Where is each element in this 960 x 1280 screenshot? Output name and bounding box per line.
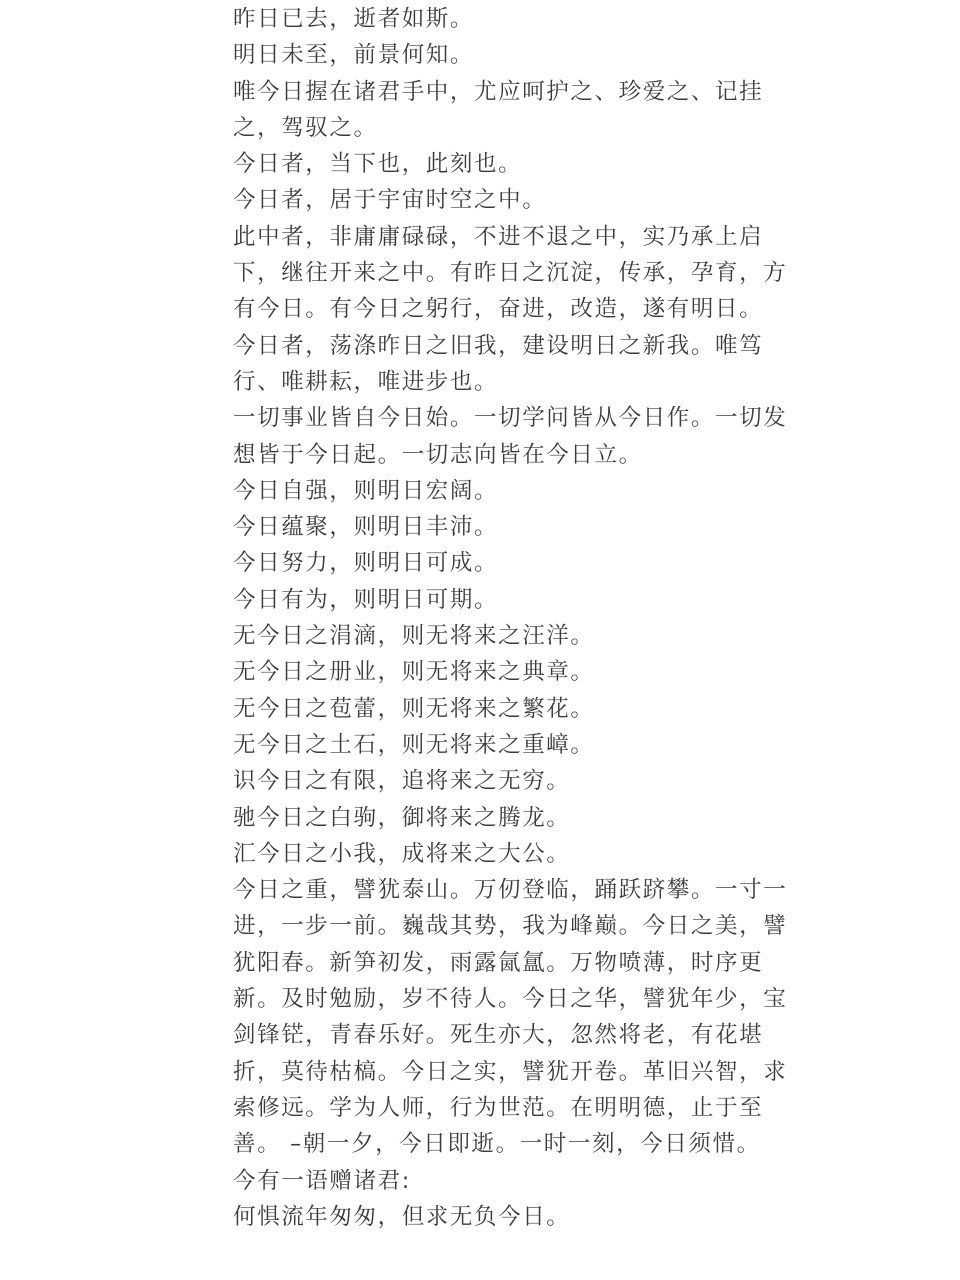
text-line: 新。及时勉励，岁不待人。今日之华，譬犹年少，宝 [233, 986, 788, 1013]
text-line: 行、唯耕耘，唯进步也。 [233, 368, 499, 395]
text-line: 犹阳春。新笋初发，雨露氤氲。万物喷薄，时序更 [233, 949, 764, 976]
text-line: 有今日。有今日之躬行，奋进，改造，遂有明日。 [233, 296, 764, 323]
text-line: 明日未至，前景何知。 [233, 42, 475, 69]
text-line: 无今日之涓滴，则无将来之汪洋。 [233, 623, 595, 650]
text-line: 索修远。学为人师，行为世范。在明明德，止于至 [233, 1094, 764, 1121]
text-line: 今日蕴聚，则明日丰沛。 [233, 514, 499, 541]
text-line: 无今日之册业，则无将来之典章。 [233, 659, 595, 686]
text-line: 想皆于今日起。一切志向皆在今日立。 [233, 441, 643, 468]
text-line: 一切事业皆自今日始。一切学问皆从今日作。一切发 [233, 405, 788, 432]
text-line: 今日有为，则明日可期。 [233, 586, 499, 613]
text-line: 折，莫待枯槁。今日之实，譬犹开卷。革旧兴智，求 [233, 1058, 788, 1085]
text-line: 进，一步一前。巍哉其势，我为峰巅。今日之美，譬 [233, 913, 788, 940]
text-line: 剑锋铓，青春乐好。死生亦大，忽然将老，有花堪 [233, 1022, 764, 1049]
text-line: 今日者，居于宇宙时空之中。 [233, 187, 547, 214]
text-line: 汇今日之小我，成将来之大公。 [233, 840, 571, 867]
text-line: 下，继往开来之中。有昨日之沉淀，传承，孕育，方 [233, 260, 788, 287]
document-body [233, 1, 788, 1235]
text-line: 今日者，荡涤昨日之旧我，建设明日之新我。唯笃 [233, 332, 764, 359]
text-line: 之，驾驭之。 [233, 114, 378, 141]
text-line: 此中者，非庸庸碌碌，不进不退之中，实乃承上启 [233, 223, 764, 250]
text-line: 今日努力，则明日可成。 [233, 550, 499, 577]
text-line: 无今日之苞蕾，则无将来之繁花。 [233, 695, 595, 722]
text-line: 今日自强，则明日宏阔。 [233, 477, 499, 504]
text-line: 今日者，当下也，此刻也。 [233, 151, 523, 178]
text-line: 识今日之有限，追将来之无穷。 [233, 768, 571, 795]
text-line: 无今日之土石，则无将来之重嶂。 [233, 731, 595, 758]
text-line: 何惧流年匆匆，但求无负今日。 [233, 1203, 571, 1230]
text-line: 今日之重，譬犹泰山。万仞登临，踊跃跻攀。一寸一 [233, 877, 788, 904]
text-line: 昨日已去，逝者如斯。 [233, 6, 475, 32]
text-line: 今有一语赠诸君: [233, 1167, 411, 1194]
text-line: 唯今日握在诸君手中，尤应呵护之、珍爱之、记挂 [233, 78, 764, 105]
text-line: 驰今日之白驹，御将来之腾龙。 [233, 804, 571, 831]
text-line: 善。 –朝一夕，今日即逝。一时一刻，今日须惜。 [233, 1131, 761, 1158]
